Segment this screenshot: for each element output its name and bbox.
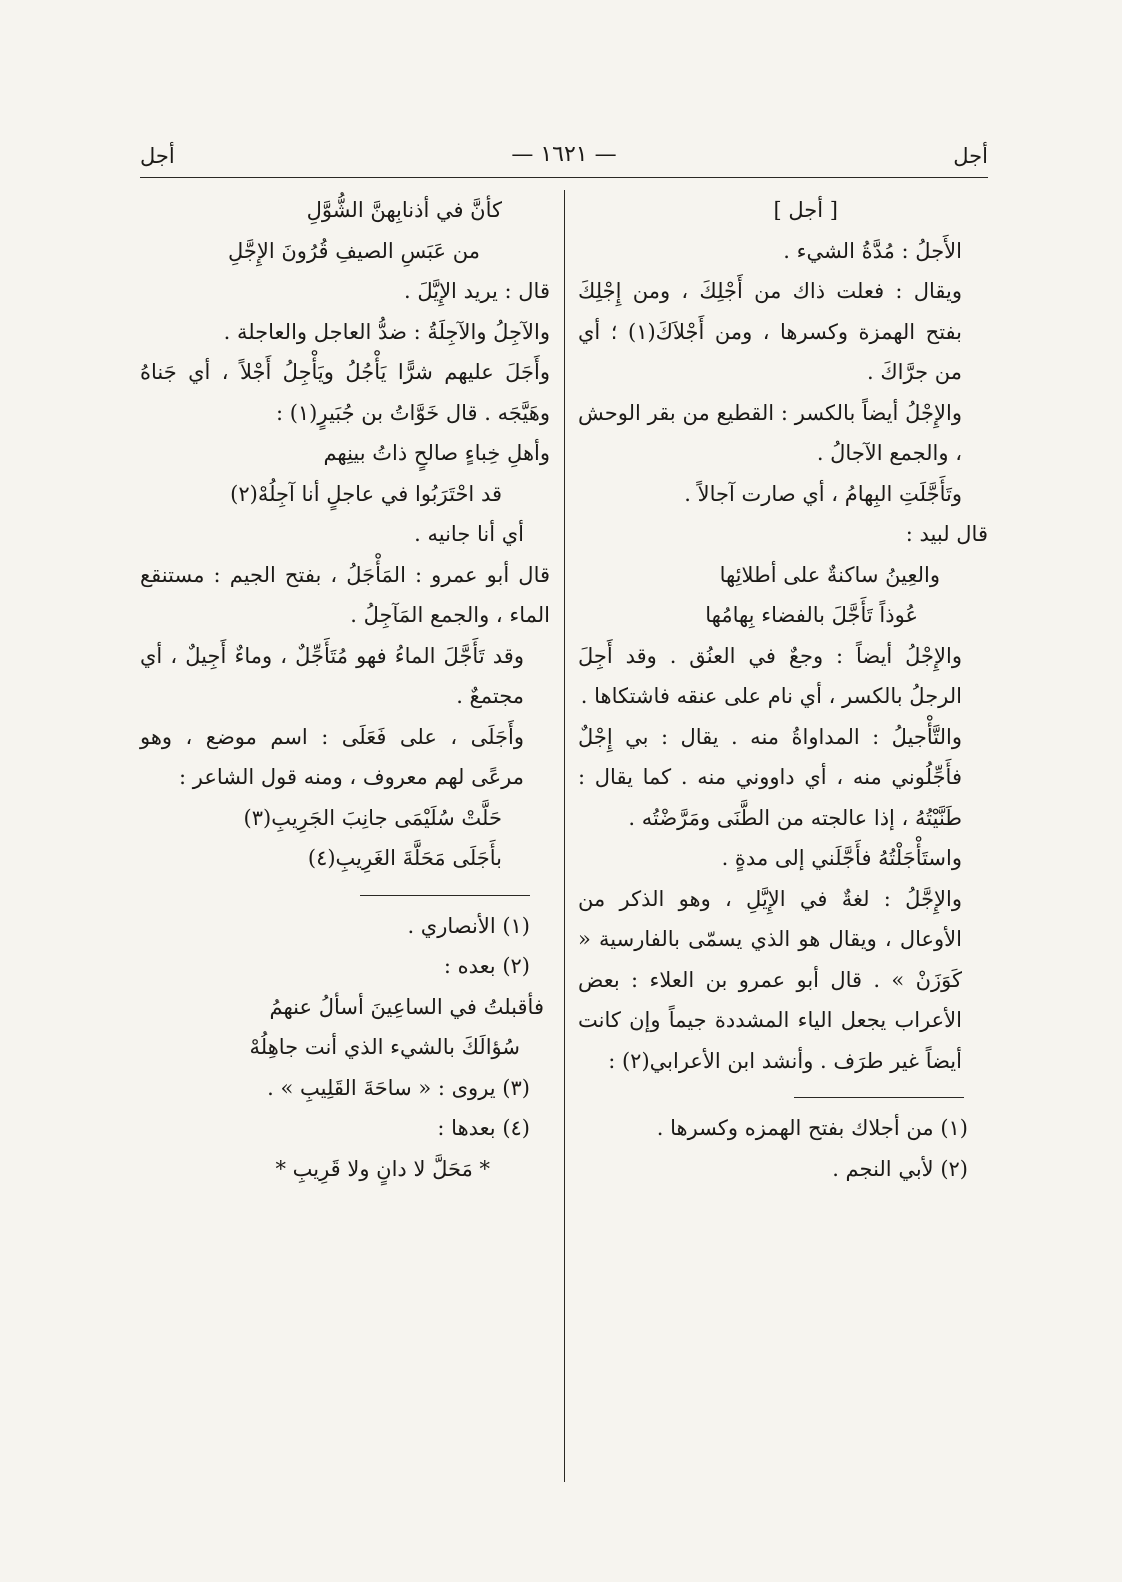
footnote-verse: * مَحَلَّ لا دانٍ ولا قَرِيبِ *	[275, 1156, 490, 1181]
verse-line: كأنَّ في أذنابِهنَّ الشُّوَّلِ	[306, 198, 502, 222]
verse-line: عُوذاً تَأَجَّلَ بالفضاء بِهامُها	[705, 603, 918, 627]
verse-line: بأَجَلَى مَحَلَّةَ الغَرِيبِ(٤)	[307, 846, 502, 870]
paragraph: وأَجَلَ عليهم شرًّا يَأْجُلُ ويَأْجِلُ أَجْلاً ، أي جَناهُ وهَيَّجَه . قال خَوَّاتُ بن جُبَيرٍ(١) :	[140, 360, 550, 425]
footnote: (٢) لأبي النجم .	[832, 1156, 968, 1181]
footnote-rule	[794, 1097, 964, 1098]
right-column	[578, 190, 988, 1189]
footnote: (٤) بعدها :	[437, 1116, 530, 1140]
paragraph: قال لبيد :	[905, 522, 988, 546]
paragraph: ويقال : فعلت ذاك من أَجْلِكَ ، ومن إِجْلِكَ بفتح الهمزة وكسرها ، ومن أَجْلاَكَ(١) ؛ أي من جرَّاكَ .	[578, 279, 962, 384]
footnote: (١) من أجلاك بفتح الهمزه وكسرها .	[656, 1116, 968, 1140]
paragraph: الأَجلُ : مُدَّةُ الشيء .	[783, 238, 962, 263]
paragraph: والآجِلُ والآجِلَةُ : ضدُّ العاجل والعاجلة .	[223, 319, 550, 344]
paragraph: والتَّأْجيلُ : المداواةُ منه . يقال : بي إِجْلٌ فأَجِّلُوني منه ، أي داووني منه . كما يقال : طَنَّيْتُهُ ، إذا عالجته من الطَّنَى ومَرَّضْتُه .	[578, 724, 962, 830]
verse-line: حَلَّتْ سُلَيْمَى جانِبَ الجَرِيبِ(٣)	[243, 805, 502, 830]
headword-right: أجل	[953, 144, 988, 168]
paragraph: قال أبو عمرو : المَأْجَلُ ، بفتح الجيم : مستنقع الماء ، والجمع المَآجِلُ .	[140, 562, 550, 627]
paragraph: وتَأَجَّلَتِ البِهامُ ، أي صارت آجالاً .	[684, 481, 962, 506]
verse-line: والعِينُ ساكنةٌ على أطلائِها	[719, 562, 940, 587]
footnote-rule	[360, 895, 530, 896]
footnote: (٣) يروى : « ساحَةَ القَلِيبِ » .	[267, 1075, 530, 1100]
verse-line: من عَبَسِ الصيفِ قُرُونَ الإِجَّلِ	[228, 238, 480, 263]
page-header	[140, 138, 988, 172]
headword-left: أجل	[140, 144, 175, 168]
page-number: — ١٦٢١ —	[511, 142, 617, 167]
paragraph: والإِجْلُ أيضاً : وجعٌ في العنُق . وقد أَجِلَ الرجلُ بالكسر ، أي نام على عنقه فاشتكاها .	[578, 643, 962, 708]
column-divider	[564, 190, 565, 1482]
footnote: (٢) بعده :	[443, 954, 530, 978]
left-column	[140, 190, 550, 1189]
verse-line: قد احْتَرَبُوا في عاجلٍ أنا آجِلُهْ(٢)	[230, 481, 502, 506]
footnote-verse: سُؤالَكَ بالشيء الذي أنت جاهِلُهْ	[249, 1035, 520, 1059]
paragraph: وأَجَلَى ، على فَعَلَى : اسم موضع ، وهو مرعًى لهم معروف ، ومنه قول الشاعر :	[140, 724, 524, 789]
verse-line: وأهلِ خِباءٍ صالحٍ ذاتُ بينِهم	[323, 441, 550, 465]
paragraph: وقد تَأَجَّلَ الماءُ فهو مُتَأَجِّلٌ ، وماءٌ أَجِيلٌ ، أي مجتمعٌ .	[140, 643, 524, 708]
paragraph: والإِجَّلُ : لغةٌ في الإِيَّلِ ، وهو الذكر من الأوعال ، ويقال هو الذي يسمّى بالفارسية « كَوَزَنْ » . قال أبو عمرو بن العلاء : بعض الأعراب يجعل الياء المشددة جيماً وإن كانت أيضاً غير طرَف . وأنشد ابن الأعرابي(٢) :	[578, 886, 962, 1073]
entry-heading: [ أجل ]	[773, 198, 838, 222]
header-rule	[140, 177, 988, 178]
paragraph: واستَأْجَلْتُهُ فأَجَّلَني إلى مدةٍ .	[721, 846, 962, 870]
paragraph: أي أنا جانيه .	[414, 522, 524, 546]
paragraph: قال : يريد الإِيَّلَ .	[403, 279, 550, 303]
footnote: (١) الأنصاري .	[407, 913, 530, 938]
paragraph: والإِجْلُ أيضاً بالكسر : القطيع من بقر الوحش ، والجمع الآجالُ .	[578, 400, 962, 465]
footnote-verse: فأقبلتُ في الساعِينَ أسألُ عنهمُ	[269, 994, 544, 1019]
